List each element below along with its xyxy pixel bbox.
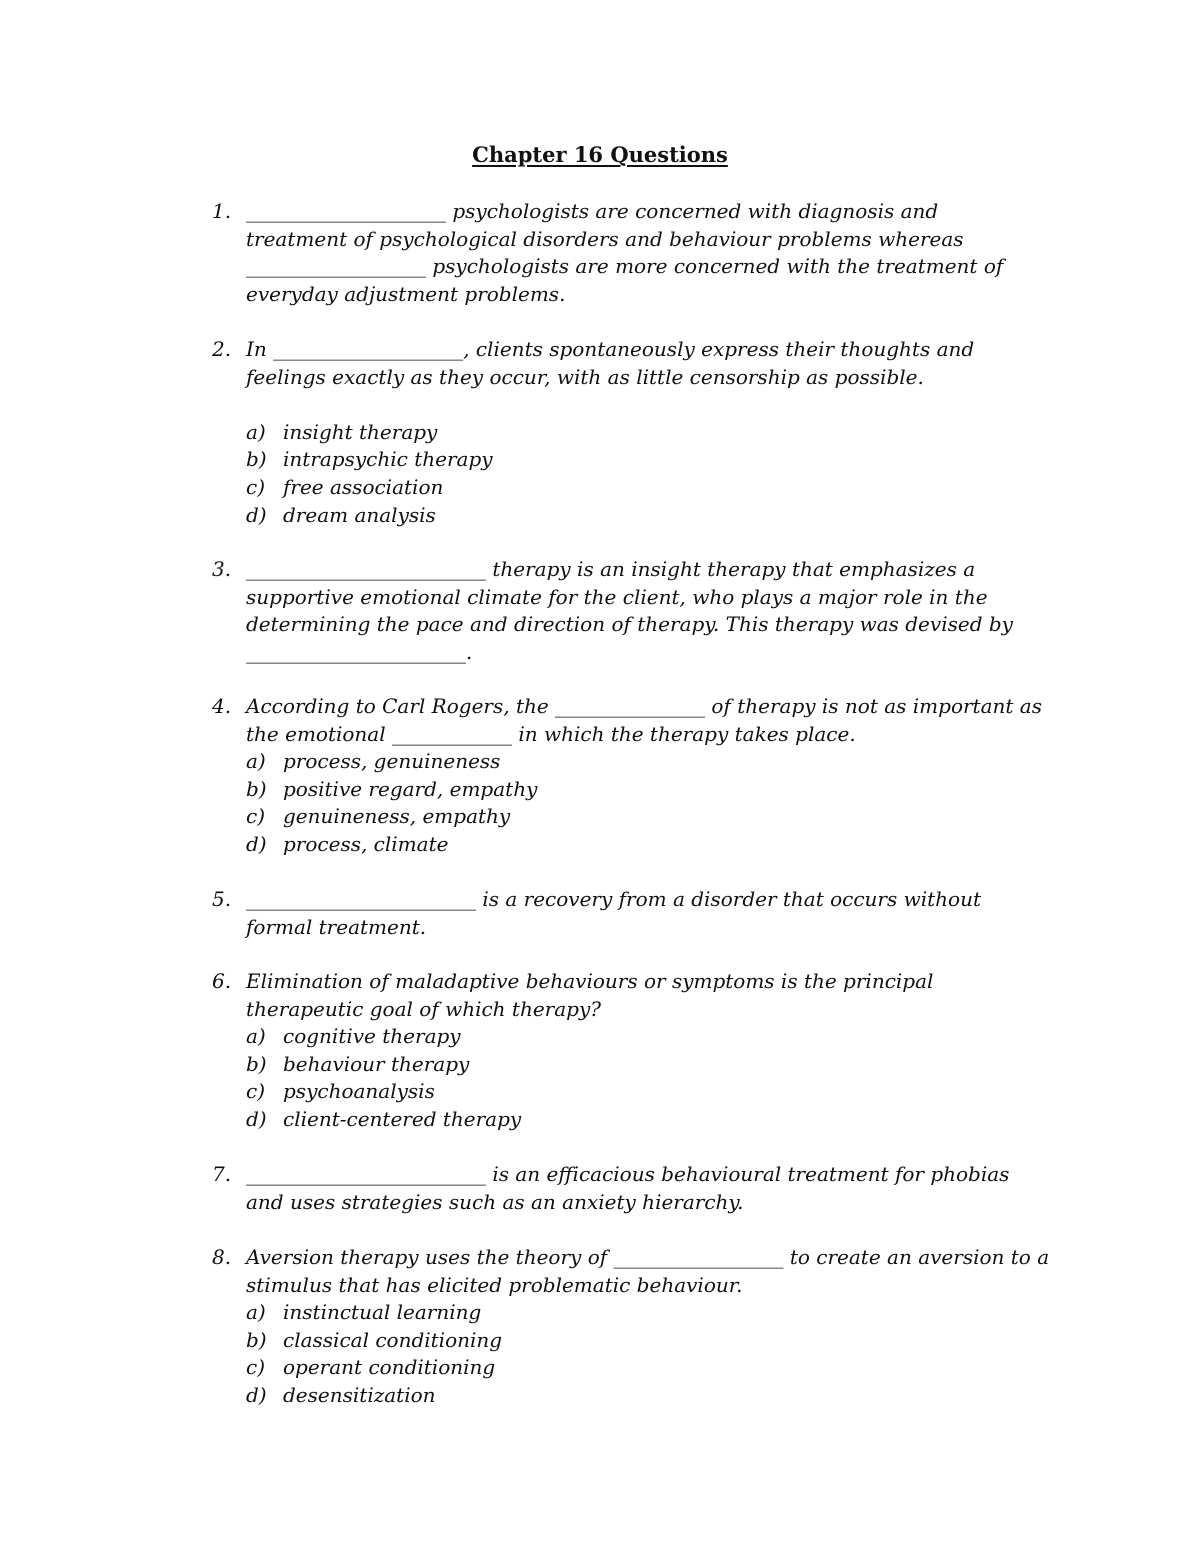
question-line: everyday adjustment problems. [246, 281, 566, 306]
question-8 [212, 1244, 1050, 1410]
option-b: b) behaviour therapy [246, 1051, 470, 1076]
question-3 [212, 556, 1032, 666]
question-line: Elimination of maladaptive behaviours or symptoms is the principal [246, 969, 934, 993]
option-d: d) desensitization [246, 1382, 436, 1407]
question-number: 5. [212, 887, 232, 911]
question-line: __________________ psychologists are more concerned with the treatment of [246, 254, 1004, 279]
option-c: c) genuineness, empathy [246, 804, 511, 829]
question-line: In ___________________, clients spontaneously express their thoughts and [246, 337, 975, 361]
question-line: the emotional ____________ in which the therapy takes place. [246, 721, 856, 746]
question-line: treatment of psychological disorders and behaviour problems whereas [246, 226, 964, 251]
answer-options [246, 748, 1032, 858]
question-line: ______________________. [246, 639, 473, 664]
question-line: ________________________ is an efficacious behavioural treatment for phobias [246, 1162, 1010, 1186]
question-line: supportive emotional climate for the client, who plays a major role in the [246, 584, 988, 609]
option-a: a) insight therapy [246, 419, 438, 444]
question-line: Aversion therapy uses the theory of _________________ to create an aversion to a [246, 1245, 1050, 1269]
question-6 [212, 968, 1032, 1134]
answer-options [246, 1023, 1032, 1133]
question-line: and uses strategies such as an anxiety hierarchy. [246, 1189, 744, 1214]
question-line: determining the pace and direction of therapy. This therapy was devised by [246, 612, 1013, 637]
option-c: c) free association [246, 474, 444, 499]
question-line: feelings exactly as they occur, with as little censorship as possible. [246, 364, 924, 389]
question-number: 1. [212, 199, 232, 223]
question-5 [212, 886, 1032, 941]
question-1 [212, 198, 1032, 308]
question-line: _______________________ is a recovery from a disorder that occurs without [246, 887, 982, 911]
option-a: a) instinctual learning [246, 1300, 482, 1325]
question-number: 8. [212, 1245, 232, 1269]
answer-options [246, 1299, 1032, 1409]
page-title: Chapter 16 Questions [472, 142, 728, 167]
question-line: therapeutic goal of which therapy? [246, 996, 601, 1021]
question-line: ____________________ psychologists are concerned with diagnosis and [246, 199, 939, 223]
option-a: a) cognitive therapy [246, 1024, 461, 1049]
option-b: b) intrapsychic therapy [246, 447, 493, 472]
option-a: a) process, genuineness [246, 749, 501, 774]
question-line: stimulus that has elicited problematic behaviour. [246, 1272, 743, 1297]
option-c: c) operant conditioning [246, 1355, 496, 1380]
option-d: d) client-centered therapy [246, 1106, 522, 1131]
question-number: 3. [212, 557, 232, 581]
question-7 [212, 1161, 1032, 1216]
option-b: b) classical conditioning [246, 1327, 503, 1352]
answer-options [246, 419, 1032, 529]
question-line: ________________________ therapy is an insight therapy that emphasizes a [246, 557, 976, 581]
question-line: formal treatment. [246, 914, 427, 939]
option-d: d) dream analysis [246, 502, 436, 527]
question-line: According to Carl Rogers, the _______________ of therapy is not as important as [246, 694, 1042, 718]
option-b: b) positive regard, empathy [246, 776, 538, 801]
question-4 [212, 693, 1042, 859]
question-number: 7. [212, 1162, 232, 1186]
option-c: c) psychoanalysis [246, 1079, 435, 1104]
option-d: d) process, climate [246, 831, 449, 856]
question-number: 6. [212, 969, 232, 993]
question-number: 4. [212, 694, 232, 718]
question-2 [212, 336, 1032, 529]
question-number: 2. [212, 337, 232, 361]
